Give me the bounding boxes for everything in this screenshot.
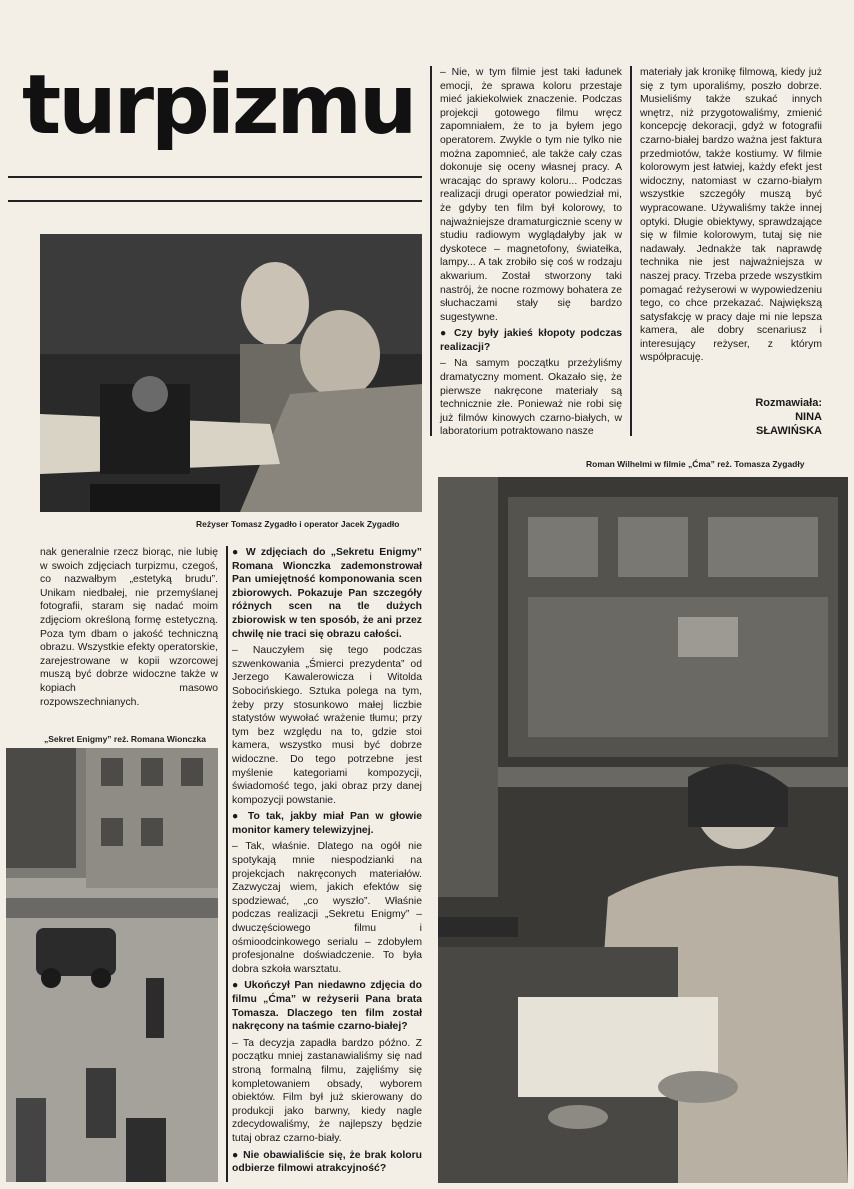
photo-enigma: [6, 748, 218, 1182]
column-divider-d: [630, 66, 632, 436]
caption-photo-enigma: „Sekret Enigmy” reż. Romana Wionczka: [44, 734, 206, 744]
answer-c1: – Nie, w tym filmie jest taki ładunek emocji, że sprawa koloru przestaje mieć jakiekolwiek znaczenie. Podczas projekcji gotowego filmu wręcz zapomniałem, że to ja byłem jego operatorem. Zwykle o tym nie tylko nie można zapomnieć, ale także cały czas dokonuje się oceny własnej pracy. A wracając do sprawy koloru... Podczas realizacji drugi operator powiedział mi, że gdyby ten film był kolorowy, to najważniejsze dramaturgicznie sceny w studiu radiowym wyglądałyby jak w dyskotece – magnetofony, światełka, lampy... A tak zrobiło się coś w rodzaju akwarium. Został stworzony taki nastrój, że nocne rozmowy bohatera ze słuchaczami stały się bardzo sugestywne.: [440, 67, 622, 323]
signature-name-1: NINA: [795, 411, 822, 423]
photo-cma-art: [438, 477, 848, 1183]
paragraph-d1: materiały jak kronikę filmową, kiedy już się z tym uporaliśmy, poszło dobrze. Musieliśmy także szukać innych wnętrz, niż przygotowaliśmy, zmienić koncepcję dekoracji, gdyż w fotografii czarno-białej bardzo ważna jest faktura przedmiotów, także kostiumy. W filmie kolorowym jest łatwiej, każdy efekt jest widoczny, natomiast w czarno-białym wszystkie szczegóły muszą być wypracowane. Używaliśmy także innej optyki. Długie obiektywy, sprawdzające się w filmie kolorowym, tutaj się nie nadawały. Jednakże tak naprawdę technika nie jest najważniejsza w naszej pracy. Trzeba przede wszystkim pomagać reżyserowi w wypowiedzeniu tego, co chce przekazać. Największą satysfakcję w pracy daje mi nie lepsza kamera, ale dobry scenariusz i interesujący reżyser, z którym współpracuję.: [640, 67, 822, 364]
headline: turpizmu: [22, 58, 415, 153]
question-1: ● W zdjęciach do „Sekretu Enigmy” Romana Wionczka zademonstrował Pan umiejętność komponowania scen zbiorowych. Pokazuje Pan szczegóły różnych scen na tle dużych zbiorowisk w ten sposób, że ani przez chwilę nie traci się obrazu całości.: [232, 547, 422, 640]
column-c: [440, 66, 622, 442]
caption-photo-top: Reżyser Tomasz Zygadło i operator Jacek Zygadło: [196, 519, 400, 529]
question-4: ● Nie obawialiście się, że brak koloru odbierze filmowi atrakcyjność?: [232, 1149, 422, 1175]
headline-rule-bottom: [8, 200, 422, 202]
headline-rule-top: [8, 176, 422, 178]
signature-name-2: SŁAWIŃSKA: [756, 425, 822, 437]
column-divider-left: [226, 546, 228, 1182]
col-a-paragraph: nak generalnie rzecz biorąc, nie lubię w swoich zdjęciach turpizmu, czegoś, co nazwałbym „estetyką brudu”. Unikam niedbałej, nie przemyślanej fotografii, staram się nadać moim zdjęciom określoną formę estetyczną. Poza tym dbam o jakość techniczną obrazu. Wszystkie efekty operatorskie, zarejestrowane w kopii wzorcowej muszą być dobrze widoczne także w kopiach masowo rozpowszechnianych.: [40, 547, 218, 708]
answer-2: – Tak, właśnie. Dlatego na ogół nie spotykają mnie niespodzianki na projekcjach nakręconych materiałów. Zazwyczaj wiem, jakich efektów się spodziewać, „co wyszło”. Właśnie podczas realizacji „Sekretu Enigmy” – dwuczęściowego filmu i ośmioodcinkowego serialu – zdobyłem profesjonalne doświadczenie. To była dobra szkoła warsztatu.: [232, 841, 422, 975]
photo-cma: [438, 477, 848, 1183]
answer-c2: – Na samym początku przeżyliśmy dramatyczny moment. Okazało się, że pierwsze nakręcone materiały są technicznie złe. Ponieważ nie robi się już filmów kinowych czarno-białych, w laboratorium potraktowano nasze: [440, 358, 622, 438]
column-d: [640, 66, 822, 368]
photo-enigma-art: [6, 748, 218, 1182]
answer-1: – Nauczyłem się tego podczas szwenkowania „Śmierci prezydenta” od Jerzego Kawalerowicza i Witolda Sobocińskiego. Sztuka polega na tym, żeby przy stosunkowo małej liczbie statystów wywołać wrażenie tłumu; przy tym bez względu na to, gdzie stoi kamera, wszystko musi być dobrze widoczne. Do tego potrzebne jest myślenie kategoriami kompozycji, świadomość tego, jaki obraz przy danej kompozycji powstanie.: [232, 645, 422, 806]
photo-director-operator: [40, 234, 422, 512]
signature: [700, 396, 822, 438]
signature-label: Rozmawiała:: [755, 397, 822, 409]
column-b: [232, 546, 422, 1179]
question-c1: ● Czy były jakieś kłopoty podczas realizacji?: [440, 328, 622, 353]
answer-3: – Ta decyzja zapadła bardzo późno. Z początku mniej zastanawialiśmy się nad stroną formalną filmu, zajęliśmy się kompletowaniem obsady, wyborem obiektów. Film był już skierowany do produkcji jako barwny, kiedy nagle zdecydowaliśmy, że najlepszy będzie tutaj obraz czarno-biały.: [232, 1037, 422, 1144]
question-2: ● To tak, jakby miał Pan w głowie monitor kamery telewizyjnej.: [232, 811, 422, 836]
caption-photo-cma: Roman Wilhelmi w filmie „Ćma” reż. Tomasza Zygadły: [586, 459, 805, 469]
photo-director-operator-art: [40, 234, 422, 512]
question-3: ● Ukończył Pan niedawno zdjęcia do filmu „Ćma” w reżyserii Pana brata Tomasza. Dlaczego ten film został nakręcony na taśmie czarno-białej?: [232, 980, 422, 1033]
column-divider-c: [430, 66, 432, 436]
column-a: [40, 546, 218, 712]
